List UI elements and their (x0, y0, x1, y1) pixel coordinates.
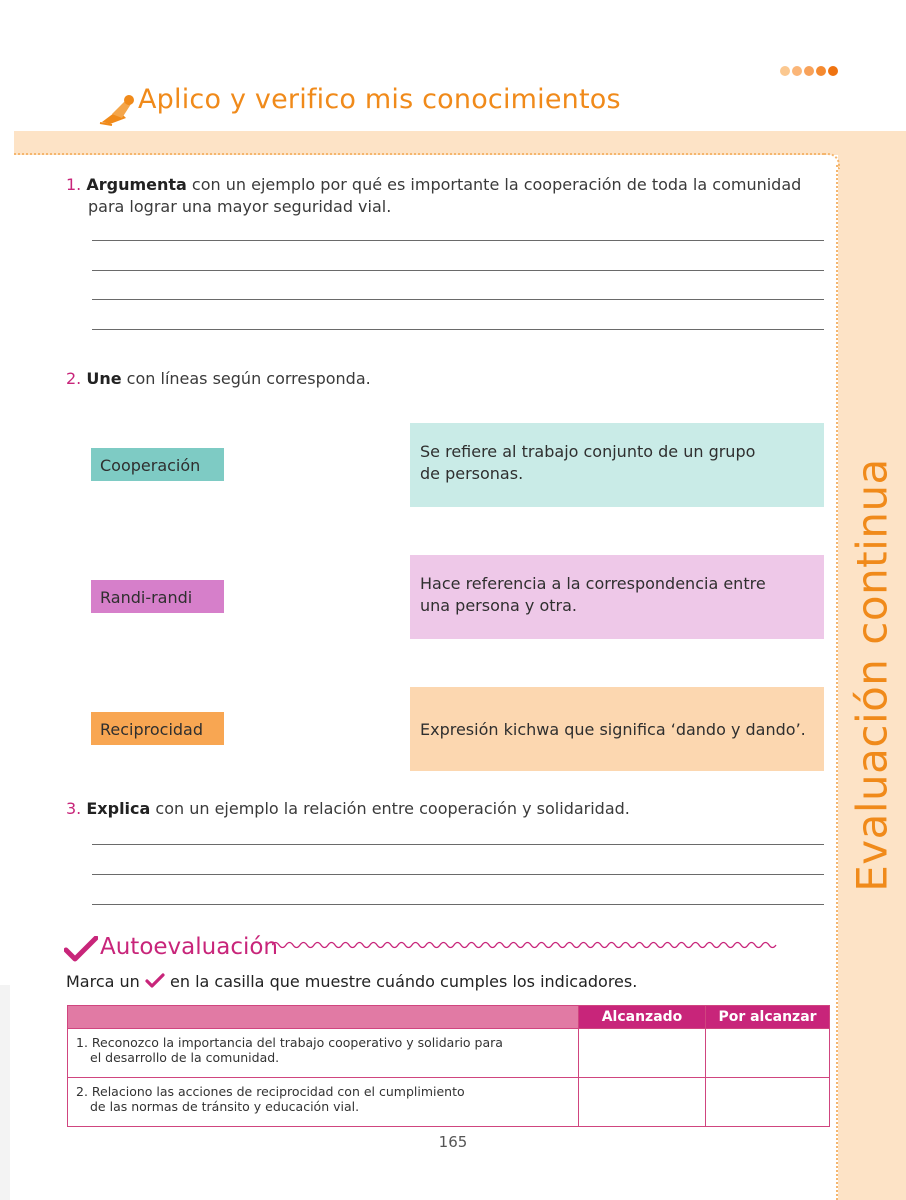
answer-line[interactable] (92, 270, 824, 271)
definition-text: Hace referencia a la correspondencia entre (420, 574, 766, 593)
answer-line[interactable] (92, 240, 824, 241)
question-1 (66, 174, 826, 218)
indicator-text: de las normas de tránsito y educación vial. (90, 1099, 360, 1114)
question-text-cont: para lograr una mayor seguridad vial. (88, 197, 392, 216)
answer-line[interactable] (92, 874, 824, 875)
dot (804, 66, 814, 76)
section-label: Evaluación continua (847, 458, 897, 892)
question-text: con un ejemplo la relación entre cooperación y solidaridad. (150, 799, 630, 818)
column-header-por-alcanzar: Por alcanzar (706, 1006, 830, 1029)
checkbox-cell-por-alcanzar[interactable] (706, 1029, 830, 1078)
table-header-row (68, 1006, 830, 1029)
checkbox-cell-alcanzado[interactable] (579, 1078, 706, 1127)
wavy-line-icon (272, 938, 782, 952)
dot (816, 66, 826, 76)
checkbox-cell-por-alcanzar[interactable] (706, 1078, 830, 1127)
instruction (66, 972, 637, 991)
indicator-cell (68, 1078, 579, 1127)
autoevaluacion-title: Autoevaluación (100, 934, 279, 960)
question-number: 3. (66, 799, 82, 818)
question-text: con un ejemplo por qué es importante la cooperación de toda la comunidad (186, 175, 802, 194)
column-header-alcanzado: Alcanzado (579, 1006, 706, 1029)
term-cooperacion[interactable]: Cooperación (91, 448, 224, 481)
term-reciprocidad[interactable]: Reciprocidad (91, 712, 224, 745)
term-randi-randi[interactable]: Randi-randi (91, 580, 224, 613)
page-title: Aplico y verifico mis conocimientos (138, 84, 621, 115)
dot (780, 66, 790, 76)
table-row (68, 1029, 830, 1078)
page-number: 165 (438, 1133, 468, 1151)
instruction-text: Marca un (66, 972, 140, 991)
indicator-text: 1. Reconozco la importancia del trabajo cooperativo y solidario para (76, 1035, 503, 1050)
definition-3[interactable] (410, 687, 824, 771)
checkbox-cell-alcanzado[interactable] (579, 1029, 706, 1078)
question-3 (66, 798, 630, 820)
self-assessment-table (67, 1005, 830, 1127)
header-band (14, 131, 906, 155)
question-2 (66, 368, 371, 390)
dot (828, 66, 838, 76)
checkmark-icon (64, 936, 98, 962)
question-text: con líneas según corresponda. (121, 369, 371, 388)
sidebar-dotted-border (836, 165, 838, 1200)
definition-text: Se refiere al trabajo conjunto de un grupo (420, 442, 756, 461)
definition-1[interactable] (410, 423, 824, 507)
answer-line[interactable] (92, 844, 824, 845)
definition-text: una persona y otra. (420, 596, 577, 615)
indicator-text: 2. Relaciono las acciones de reciprocidad con el cumplimiento (76, 1084, 465, 1099)
question-number: 1. (66, 175, 82, 194)
indicator-cell (68, 1029, 579, 1078)
question-verb: Argumenta (86, 175, 187, 194)
progress-dots (780, 66, 838, 76)
indicator-text: el desarrollo de la comunidad. (90, 1050, 280, 1065)
checkmark-icon (145, 973, 165, 989)
table-row (68, 1078, 830, 1127)
definition-2[interactable] (410, 555, 824, 639)
answer-line[interactable] (92, 299, 824, 300)
dot (792, 66, 802, 76)
table-header-blank (68, 1006, 579, 1029)
question-verb: Une (86, 369, 122, 388)
question-number: 2. (66, 369, 82, 388)
answer-line[interactable] (92, 329, 824, 330)
answer-line[interactable] (92, 904, 824, 905)
instruction-text: en la casilla que muestre cuándo cumples los indicadores. (170, 972, 638, 991)
question-verb: Explica (86, 799, 151, 818)
definition-text: de personas. (420, 464, 524, 483)
dotted-divider (14, 153, 824, 155)
stamp-icon (98, 92, 138, 126)
definition-text: Expresión kichwa que significa ‘dando y dando’. (420, 720, 806, 739)
page-edge-shade (0, 985, 10, 1200)
